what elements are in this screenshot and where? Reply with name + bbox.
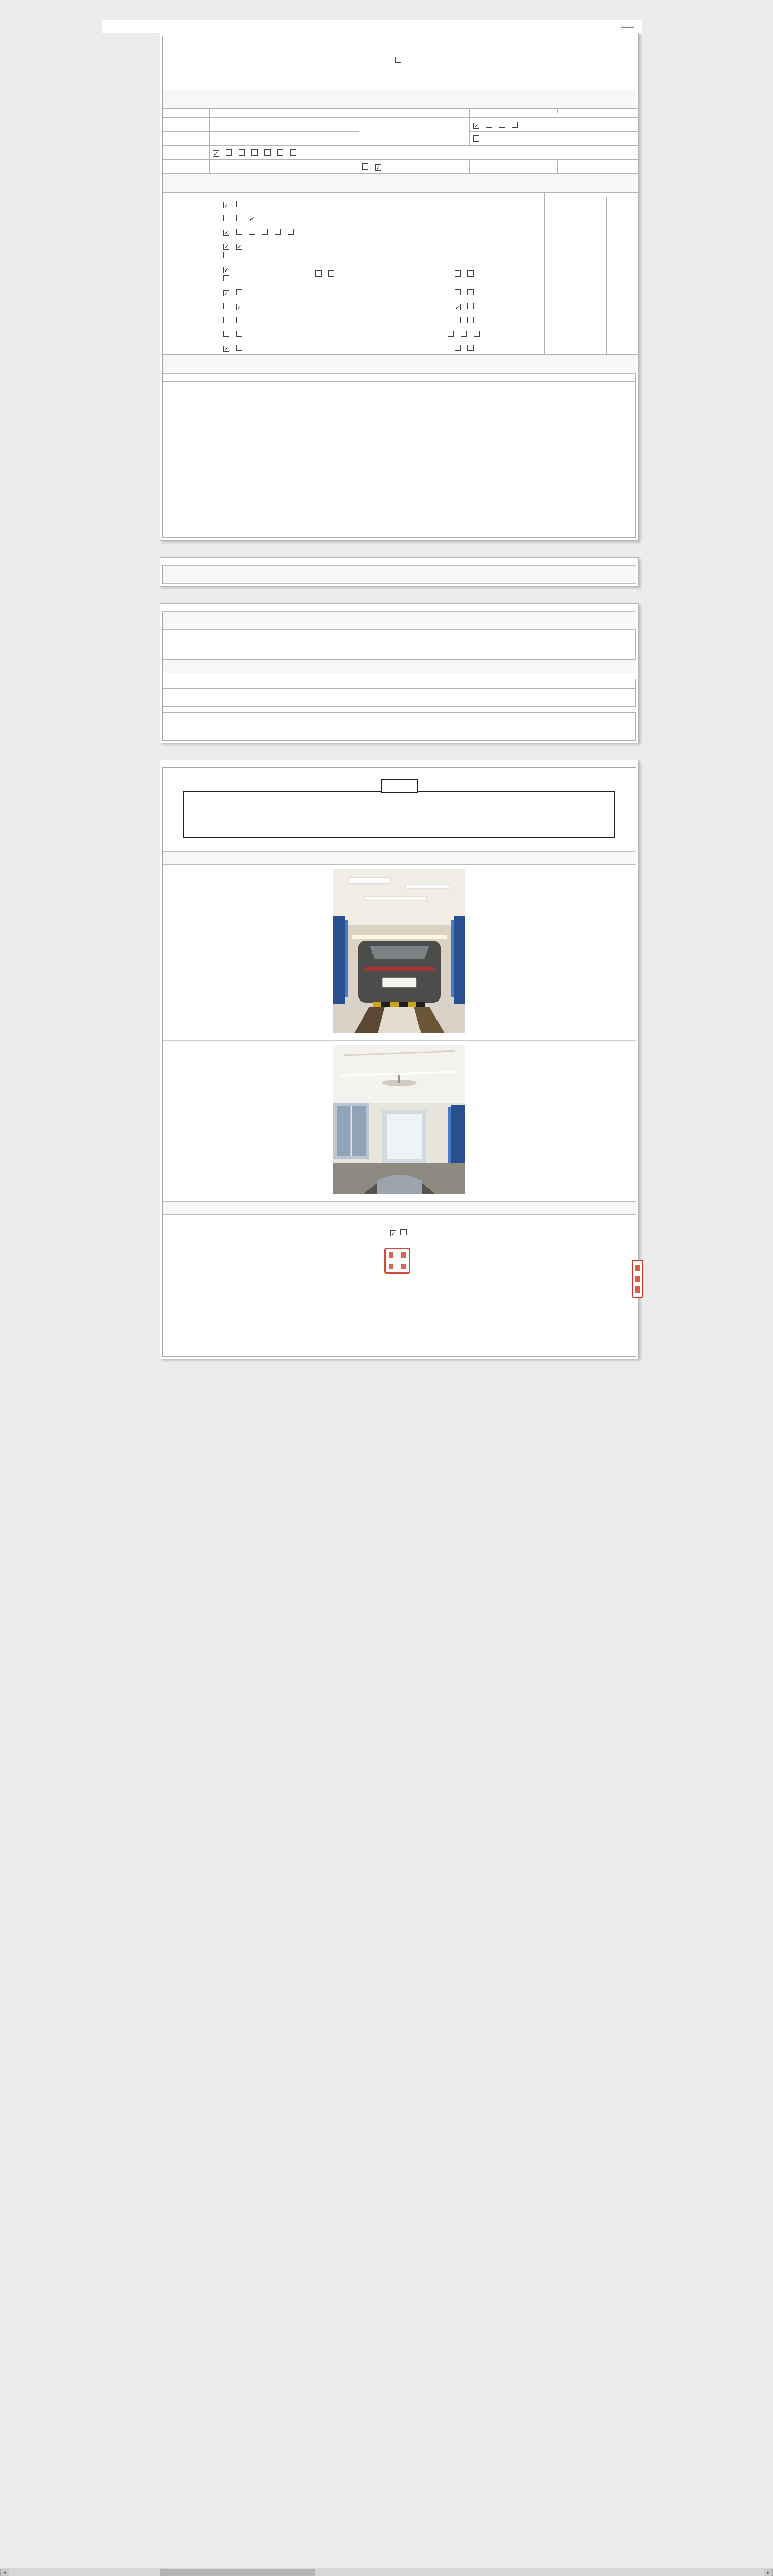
cell: [163, 262, 220, 285]
checkbox-option[interactable]: [455, 343, 463, 352]
overall-condition-table: [163, 192, 636, 355]
cell: [545, 341, 607, 355]
checkbox-option[interactable]: [277, 148, 285, 157]
checkbox[interactable]: [467, 303, 474, 309]
checkbox[interactable]: [288, 229, 294, 235]
table-row: [163, 239, 638, 262]
section-basic-info: [163, 90, 636, 108]
cell: [163, 197, 220, 225]
checkbox-option[interactable]: [290, 148, 298, 157]
checkbox-option[interactable]: [236, 343, 244, 352]
status-code-legend: [163, 374, 636, 381]
cell: [210, 146, 638, 160]
price-cell: [545, 262, 607, 285]
cell: [210, 160, 297, 174]
cell: [266, 262, 390, 285]
checkbox-option[interactable]: [236, 287, 244, 297]
cell: [163, 239, 220, 262]
checkbox[interactable]: [467, 289, 474, 295]
checkbox[interactable]: ✓: [224, 267, 229, 274]
checkbox[interactable]: ✓: [224, 346, 229, 352]
cell: [607, 197, 638, 211]
page-indicator: [162, 606, 636, 611]
field-label: [163, 113, 210, 118]
cell: [607, 327, 638, 341]
checkbox[interactable]: [223, 252, 229, 258]
table-row: [163, 285, 638, 299]
scrollbar-thumb[interactable]: [160, 2569, 315, 2576]
checkbox-option[interactable]: [223, 343, 231, 352]
caution-subheading: [163, 712, 636, 722]
caution-subheading: [163, 679, 636, 689]
association-square-seal-icon: [384, 1248, 410, 1274]
checkbox[interactable]: ✓: [237, 244, 242, 250]
checkbox-option[interactable]: [467, 343, 476, 352]
checkbox[interactable]: [467, 317, 474, 323]
field-label: [470, 160, 558, 174]
document-subtitle: [163, 54, 636, 65]
cell: [210, 118, 359, 132]
table-row: [163, 146, 638, 160]
price-cell: [545, 211, 607, 225]
cell: [607, 313, 638, 327]
print-toolbar: [102, 20, 642, 33]
section-accident-history: [163, 355, 636, 374]
checkbox-option[interactable]: [236, 213, 244, 223]
checkbox-option[interactable]: [486, 120, 494, 129]
checkbox[interactable]: [362, 163, 368, 170]
performance-check-checkbox[interactable]: ✓: [391, 1231, 396, 1237]
horizontal-scrollbar[interactable]: [0, 2568, 773, 2576]
checkbox-option[interactable]: [213, 148, 221, 157]
checkbox[interactable]: [315, 270, 322, 277]
print-button[interactable]: [621, 25, 634, 28]
checkbox[interactable]: ✓: [224, 291, 229, 297]
cell: [220, 327, 390, 341]
checkbox-option[interactable]: [223, 315, 231, 325]
doc-no: [394, 74, 400, 82]
checkbox[interactable]: [262, 229, 268, 235]
checkbox-option[interactable]: [455, 315, 463, 325]
cell: [558, 109, 638, 113]
checkbox[interactable]: [236, 229, 242, 235]
field-label: [359, 118, 470, 146]
checkbox[interactable]: [275, 229, 281, 235]
checkbox-option[interactable]: [467, 315, 476, 325]
checkbox[interactable]: [236, 289, 242, 295]
cell: [390, 313, 545, 327]
price-cell: [545, 225, 607, 239]
price-cell: [558, 160, 638, 174]
checkbox-option[interactable]: [223, 241, 231, 250]
car-damage-diagram: [163, 389, 636, 538]
checkbox-option[interactable]: [223, 274, 231, 283]
table-row: [163, 225, 638, 239]
checkbox[interactable]: ✓: [237, 304, 242, 311]
checkbox[interactable]: [264, 149, 271, 156]
signature-block: [163, 1215, 636, 1280]
table-row: [163, 118, 638, 132]
checkbox[interactable]: [467, 270, 474, 277]
checkbox[interactable]: [236, 201, 242, 207]
cell: [390, 285, 545, 299]
table-row: [163, 313, 638, 327]
page-1: [160, 33, 639, 541]
cell: [390, 341, 545, 355]
checkbox-option[interactable]: [461, 329, 469, 338]
cell: [359, 160, 470, 174]
checkbox[interactable]: [455, 345, 461, 351]
checkbox[interactable]: ✓: [224, 244, 229, 250]
checkbox-option[interactable]: [223, 264, 231, 274]
checkbox-option[interactable]: [236, 315, 244, 325]
price-cell: [545, 327, 607, 341]
checkbox-option[interactable]: [328, 269, 337, 278]
section-etc-info: [163, 611, 636, 630]
price-cell: [545, 197, 607, 211]
checkbox[interactable]: [455, 270, 461, 277]
vertical-red-seal-icon: [632, 1260, 643, 1298]
field-label: [163, 109, 210, 113]
checkbox-option[interactable]: [467, 287, 476, 297]
section-overall-condition: [163, 174, 636, 192]
cell: [220, 285, 390, 299]
column-header: [390, 193, 545, 197]
checkbox-option[interactable]: [375, 162, 383, 171]
inspection-photo-2: [163, 1041, 636, 1201]
checkbox[interactable]: [236, 215, 242, 221]
caution-pricing-notes: [163, 722, 636, 740]
price-cell: [545, 299, 607, 313]
cell: [607, 239, 638, 262]
checkbox-option[interactable]: [262, 227, 270, 236]
checkbox[interactable]: [455, 317, 461, 323]
column-header: [545, 193, 638, 197]
diagram-note: [163, 381, 636, 389]
table-row: [163, 160, 638, 174]
cell: [210, 132, 359, 146]
cell: [390, 327, 545, 341]
document-number-line: [163, 74, 636, 82]
cell: [607, 299, 638, 313]
scroll-left-arrow[interactable]: ◄: [0, 2569, 9, 2576]
checkbox[interactable]: [290, 149, 296, 156]
page-indicator: [162, 762, 636, 767]
checkbox[interactable]: [467, 345, 474, 351]
final-price-note: [163, 649, 636, 660]
checkbox-option[interactable]: [467, 269, 476, 278]
checkbox[interactable]: ✓: [249, 216, 255, 223]
cell: [607, 341, 638, 355]
table-row: [163, 262, 638, 285]
checkbox-option[interactable]: [249, 213, 257, 223]
price-cell: [545, 313, 607, 327]
cell: [607, 225, 638, 239]
table-row: [163, 193, 638, 197]
checkbox-option[interactable]: [223, 227, 231, 236]
checkbox-option[interactable]: [249, 227, 257, 236]
section-cautions: [163, 660, 636, 673]
field-label: [163, 146, 210, 160]
table-row: [163, 109, 638, 113]
checkbox[interactable]: [474, 331, 480, 337]
cell: [470, 132, 638, 146]
checkbox-option[interactable]: [236, 301, 244, 311]
checkbox[interactable]: [512, 122, 518, 128]
pricing-definition-title: [381, 779, 418, 793]
cell: [607, 211, 638, 225]
checkbox-option[interactable]: [512, 120, 520, 129]
checkbox-option[interactable]: [499, 120, 507, 129]
cell: [163, 285, 220, 299]
section-signature: [163, 1201, 636, 1215]
checkbox[interactable]: [461, 331, 467, 337]
cell: [210, 113, 297, 118]
cell: [220, 341, 390, 355]
final-price-row: [163, 630, 636, 649]
checkbox-option[interactable]: [223, 301, 231, 311]
cell: [220, 197, 390, 211]
cell: [470, 118, 638, 132]
table-row: [163, 299, 638, 313]
pricing-check-checkbox[interactable]: [400, 1229, 407, 1235]
cell: [607, 262, 638, 285]
checkbox-option[interactable]: [223, 287, 231, 297]
checkbox-option[interactable]: [455, 287, 463, 297]
checkbox-option[interactable]: [473, 134, 481, 143]
checkbox-option[interactable]: [223, 213, 231, 223]
field-label: [297, 113, 470, 118]
cell: [220, 262, 266, 285]
cell: [470, 113, 638, 118]
cell: [390, 262, 545, 285]
cell: [220, 313, 390, 327]
cell: [163, 299, 220, 313]
checkbox-option[interactable]: [473, 120, 481, 129]
checkbox[interactable]: ✓: [224, 202, 229, 209]
photo-inspection-bay: [333, 1045, 465, 1194]
checkbox-option[interactable]: [315, 269, 324, 278]
checkbox[interactable]: ✓: [455, 304, 460, 311]
cell: [163, 341, 220, 355]
checkbox[interactable]: [223, 303, 229, 309]
cell: [390, 239, 545, 262]
checkbox[interactable]: [486, 122, 492, 128]
cell: [163, 225, 220, 239]
checkbox-option[interactable]: [223, 329, 231, 338]
caution-performance-notes: [163, 689, 636, 707]
checkbox[interactable]: ✓: [474, 123, 479, 129]
field-label: [163, 160, 210, 174]
checkbox[interactable]: [223, 275, 229, 281]
cell: [220, 299, 390, 313]
checkbox-option[interactable]: [474, 329, 482, 338]
cell: [210, 109, 470, 113]
field-label: [163, 132, 210, 146]
checkbox[interactable]: [328, 270, 334, 277]
cell: [390, 299, 545, 313]
checkbox[interactable]: [251, 149, 258, 156]
checkbox-option[interactable]: [264, 148, 273, 157]
checkbox-option[interactable]: [288, 227, 296, 236]
page-3: [160, 603, 639, 743]
buyer-date-line: [163, 1300, 636, 1338]
page-4: [160, 760, 639, 1359]
checkbox[interactable]: [223, 215, 229, 221]
cell: [220, 239, 390, 262]
checkbox-option[interactable]: [223, 250, 231, 260]
inspection-photo-1: [163, 865, 636, 1041]
checkbox[interactable]: [277, 149, 283, 156]
cell: [220, 225, 545, 239]
table-row: [163, 197, 638, 211]
section-photos: [163, 851, 636, 865]
checkbox[interactable]: [223, 331, 229, 337]
basic-info-table: [163, 108, 636, 174]
checkbox-option[interactable]: [239, 148, 247, 157]
checkbox[interactable]: [499, 122, 505, 128]
association-line: [163, 1248, 636, 1274]
cell: [390, 197, 545, 225]
checkbox[interactable]: [236, 331, 242, 337]
price-cell: [545, 239, 607, 262]
column-header: [163, 193, 220, 197]
page-2: [160, 557, 639, 587]
cell: [607, 285, 638, 299]
table-row: [163, 327, 638, 341]
checkbox-option[interactable]: [226, 148, 234, 157]
table-row: [163, 113, 638, 118]
checkbox-option[interactable]: [455, 301, 463, 311]
checkbox-option[interactable]: [275, 227, 283, 236]
checkbox[interactable]: [226, 149, 232, 156]
checkbox-option[interactable]: [362, 162, 371, 171]
checkbox-option[interactable]: [236, 227, 244, 236]
pricing-definition-box: [183, 791, 615, 838]
scroll-right-arrow[interactable]: ►: [764, 2569, 773, 2576]
checkbox[interactable]: [448, 331, 454, 337]
cell: [220, 211, 390, 225]
field-label: [297, 160, 359, 174]
table-row: [163, 341, 638, 355]
photo-car-rear-on-lift: [333, 869, 465, 1033]
checkbox[interactable]: [236, 317, 242, 323]
price-select-checkbox[interactable]: [395, 57, 401, 63]
checkbox-option[interactable]: [223, 199, 231, 209]
checkbox-option[interactable]: [236, 329, 244, 338]
inspection-confirmation: [163, 1228, 636, 1236]
checkbox[interactable]: [249, 229, 255, 235]
checkbox-option[interactable]: [448, 329, 456, 338]
checkbox-option[interactable]: [455, 269, 463, 278]
cell: [163, 327, 220, 341]
document-header: [163, 36, 636, 90]
checkbox[interactable]: ✓: [376, 165, 381, 171]
checkbox[interactable]: ✓: [224, 230, 229, 236]
page-indicator: [162, 560, 636, 565]
checkbox[interactable]: [455, 289, 461, 295]
checkbox[interactable]: [223, 317, 229, 323]
checkbox[interactable]: [236, 345, 242, 351]
checkbox[interactable]: ✓: [213, 151, 219, 157]
price-cell: [545, 285, 607, 299]
buyer-confirmation-block: [163, 1289, 636, 1356]
field-label: [163, 118, 210, 132]
column-header: [220, 193, 390, 197]
checkbox[interactable]: [239, 149, 245, 156]
checkbox-option[interactable]: [236, 199, 244, 209]
checkbox-option[interactable]: [236, 241, 244, 250]
cell: [163, 313, 220, 327]
checkbox-option[interactable]: [467, 301, 476, 311]
checkbox-option[interactable]: [251, 148, 260, 157]
checkbox[interactable]: [473, 135, 479, 142]
field-label: [470, 109, 558, 113]
section-detail-condition: [163, 565, 636, 584]
